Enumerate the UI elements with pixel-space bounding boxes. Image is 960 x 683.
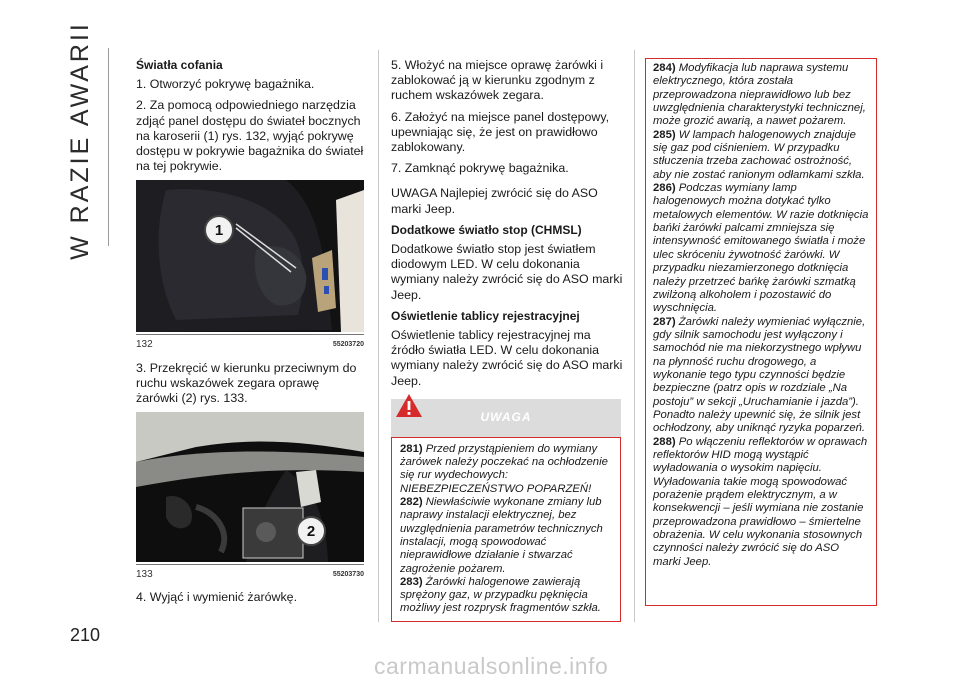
heading-reversing-lights: Światła cofania — [136, 58, 223, 72]
plate-text: Oświetlenie tablicy rejestracyjnej ma źródło światła LED. W celu dokonania wymiany należy zwrócić się do ASO marki Jeep. — [391, 328, 623, 388]
watermark: carmanualsonline.info — [374, 653, 609, 679]
warning-header — [391, 399, 621, 437]
warning-281: 281) Przed przystąpieniem do wymiany żarówek należy poczekać na ochłodzenie się rur wydechowych: NIEBEZPIECZEŃSTWO POPARZEŃ! — [400, 442, 608, 495]
warning-box — [391, 437, 621, 622]
heading-plate-light: Oświetlenie tablicy rejestracyjnej — [391, 308, 580, 323]
note-286: 286) Podczas wymiany lamp halogenowych można dotykać tylko metalowych elementów. W razie dotknięcia bańki żarówki palcami zmniejsza się intensywność emitowanego światła i może ulec skróceniu żywotność żarówki. W przypadku niezamierzonego dotknięcia należy przetrzeć bańkę żarówki szmatką zwilżoną alkoholem i pozostawić do wyschnięcia. — [653, 182, 869, 315]
figure-number: 132 — [136, 339, 153, 351]
callout-2: 2 — [296, 516, 326, 546]
section-rule — [108, 48, 109, 246]
warning-282: 282) Niewłaściwie wykonane zmiany lub naprawy instalacji elektrycznej, bez uwzględnienia parametrów technicznych instalacji, mogą spowodować nieprawidłowe działanie i stwarzać zagrożenie pożarem. — [400, 496, 603, 575]
page-number: 210 — [70, 625, 101, 645]
step-6: 6. Założyć na miejsce panel dostępowy, upewniając się, że jest on prawidłowo zablokowany. — [391, 109, 610, 155]
column-1 — [136, 58, 364, 612]
note-287: 287) Żarówki należy wymieniać wyłącznie, gdy silnik samochodu jest wyłączony i samochód nie ma niekorzystnego wpływu na płynność ruchu drogowego, a wykonanie tego typu czynności będzie bezpieczne (patrz opis w rozdziale „Na postoju” w sekcji „Uruchamianie i jazda”). Ponadto należy upewnić się, że silnik jest ochłodzony, aby uniknąć ryzyka poparzeń. — [653, 315, 866, 435]
bulb-socket-illustration — [136, 412, 364, 562]
section-title: W RAZIE AWARII — [65, 20, 94, 260]
figure-number: 133 — [136, 569, 153, 581]
note-288: 288) Po włączeniu reflektorów w oprawach reflektorów HID mogą wystąpić wyładowania o wysokim napięciu. Wyładowania takie mogą spowodować porażenie prądem elektrycznym, a w konsekwencji – jeśli wymiana nie zostanie przeprowadzona prawidłowo – śmiertelne obrażenia. W celu wykonania stosownych czynności należy zwrócić się do ASO marki Jeep. — [653, 435, 868, 568]
step-5: 5. Włożyć na miejsce oprawę żarówki i zablokować ją w kierunku zgodnym z ruchem wskazówek zegara. — [391, 58, 604, 103]
note-285: 285) W lampach halogenowych znajduje się gaz pod ciśnieniem. W przypadku stłuczenia trzeba zachować ostrożność, aby nie zostać ranionym odłamkami szkła. — [653, 128, 865, 181]
figure-code: 55203720 — [332, 341, 364, 349]
callout-1: 1 — [204, 215, 234, 245]
figure-133-photo — [136, 412, 364, 562]
warning-label: UWAGA — [480, 410, 532, 425]
chmsl-text: Dodatkowe światło stop jest światłem diodowym LED. W celu dokonania wymiany należy zwrócić się do ASO marki Jeep. — [391, 242, 623, 302]
figure-133-caption — [136, 564, 364, 582]
column-divider — [634, 50, 635, 622]
warning-283: 283) Żarówki halogenowe zawierają sprężony gaz, w przypadku pęknięcia możliwy jest rozprysk fragmentów szkła. — [400, 575, 601, 615]
column-divider — [378, 50, 379, 622]
step-3: 3. Przekręcić w kierunku przeciwnym do ruchu wskazówek zegara oprawę żarówki (2) rys. 133. — [136, 360, 357, 406]
heading-chmsl: Dodatkowe światło stop (CHMSL) — [391, 222, 582, 237]
column-3-notes-box — [645, 58, 877, 606]
step-1: 1. Otworzyć pokrywę bagażnika. — [136, 77, 315, 92]
note-aso: UWAGA Najlepiej zwrócić się do ASO marki Jeep. — [391, 186, 598, 216]
step-7: 7. Zamknąć pokrywę bagażnika. — [391, 161, 569, 176]
trunk-panel-illustration — [136, 180, 364, 332]
column-2 — [391, 58, 623, 622]
warning-triangle-icon — [395, 393, 423, 419]
figure-code: 55203730 — [332, 571, 364, 579]
note-284: 284) Modyfikacja lub naprawa systemu elektrycznego, która została przeprowadzona nieprawidłowo lub bez uwzględnienia charakterystyki technicznej, może grozić awarią, a nawet pożarem. — [653, 62, 866, 128]
step-2: 2. Za pomocą odpowiedniego narzędzia zdjąć panel dostępu do świateł bocznych na karoserii (1) rys. 132, wyjąć pokrywę dostępu w pokrywie bagażnika do świateł na tej pokrywie. — [136, 98, 364, 174]
figure-132-photo — [136, 180, 364, 332]
figure-132-caption — [136, 334, 364, 352]
step-4: 4. Wyjąć i wymienić żarówkę. — [136, 590, 298, 605]
